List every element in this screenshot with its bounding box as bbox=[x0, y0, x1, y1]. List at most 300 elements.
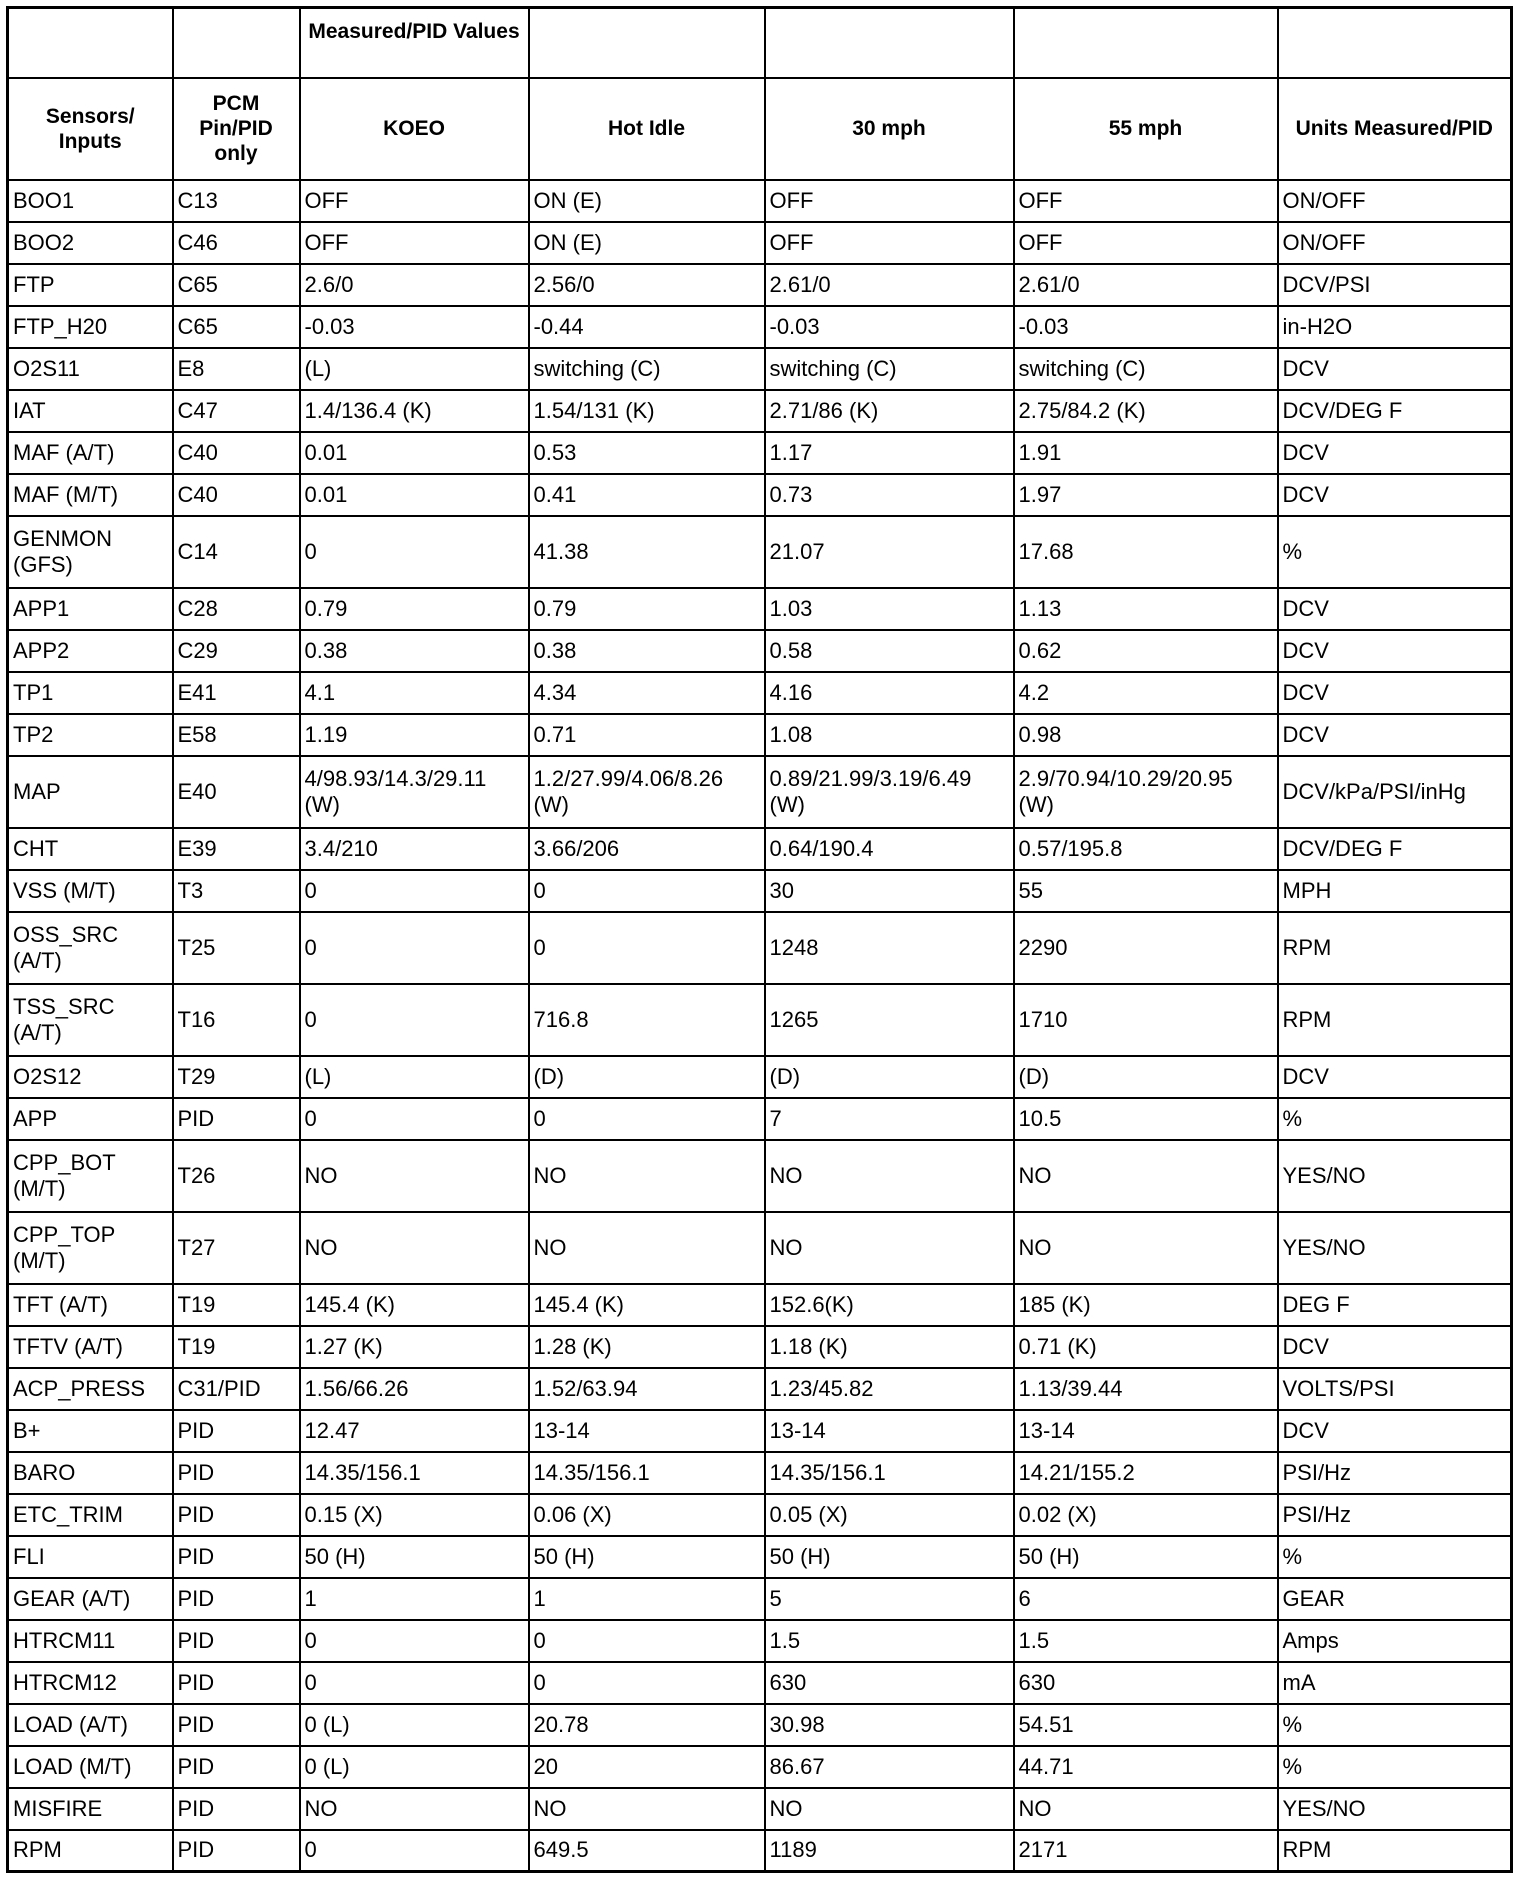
cell-units: mA bbox=[1278, 1662, 1512, 1704]
cell-koeo: 0 bbox=[300, 1620, 529, 1662]
table-row bbox=[8, 1098, 1512, 1140]
table-row bbox=[8, 1368, 1512, 1410]
cell-55-mph: 0.02 (X) bbox=[1014, 1494, 1278, 1536]
cell-hot-idle: 0.38 bbox=[529, 630, 765, 672]
table-row bbox=[8, 1494, 1512, 1536]
table-row bbox=[8, 1452, 1512, 1494]
cell-koeo: 0 bbox=[300, 516, 529, 588]
cell-55-mph: 2171 bbox=[1014, 1830, 1278, 1872]
cell-sensor: FLI bbox=[8, 1536, 173, 1578]
cell-pcm-pin: PID bbox=[173, 1662, 300, 1704]
cell-pcm-pin: C40 bbox=[173, 474, 300, 516]
table-row bbox=[8, 828, 1512, 870]
cell-sensor: FTP_H20 bbox=[8, 306, 173, 348]
cell-hot-idle: 1.2/27.99/4.06/8.26 (W) bbox=[529, 756, 765, 828]
table-row bbox=[8, 714, 1512, 756]
cell-koeo: NO bbox=[300, 1140, 529, 1212]
table-row bbox=[8, 984, 1512, 1056]
cell-30-mph: 0.05 (X) bbox=[765, 1494, 1014, 1536]
cell-30-mph: OFF bbox=[765, 222, 1014, 264]
cell-sensor: APP bbox=[8, 1098, 173, 1140]
cell-55-mph: 2290 bbox=[1014, 912, 1278, 984]
cell-units: % bbox=[1278, 1098, 1512, 1140]
table-row bbox=[8, 1056, 1512, 1098]
cell-pcm-pin: PID bbox=[173, 1494, 300, 1536]
table-row bbox=[8, 1536, 1512, 1578]
cell-units: YES/NO bbox=[1278, 1212, 1512, 1284]
cell-pcm-pin: C28 bbox=[173, 588, 300, 630]
cell-55-mph: 6 bbox=[1014, 1578, 1278, 1620]
cell-30-mph: -0.03 bbox=[765, 306, 1014, 348]
cell-hot-idle: 0.06 (X) bbox=[529, 1494, 765, 1536]
cell-units: DCV bbox=[1278, 714, 1512, 756]
cell-koeo: 0 bbox=[300, 1662, 529, 1704]
cell-55-mph: 630 bbox=[1014, 1662, 1278, 1704]
cell-pcm-pin: T19 bbox=[173, 1326, 300, 1368]
table-row bbox=[8, 1326, 1512, 1368]
cell-30-mph: 86.67 bbox=[765, 1746, 1014, 1788]
cell-hot-idle: 1 bbox=[529, 1578, 765, 1620]
cell-koeo: 0 bbox=[300, 1098, 529, 1140]
cell-pcm-pin: T25 bbox=[173, 912, 300, 984]
cell-units: DCV bbox=[1278, 432, 1512, 474]
cell-sensor: TP2 bbox=[8, 714, 173, 756]
cell-30-mph: 21.07 bbox=[765, 516, 1014, 588]
cell-55-mph: 0.71 (K) bbox=[1014, 1326, 1278, 1368]
cell-55-mph: 1.5 bbox=[1014, 1620, 1278, 1662]
cell-koeo: 0 bbox=[300, 912, 529, 984]
cell-pcm-pin: C31/PID bbox=[173, 1368, 300, 1410]
cell-55-mph: 10.5 bbox=[1014, 1098, 1278, 1140]
table-row bbox=[8, 756, 1512, 828]
cell-sensor: O2S12 bbox=[8, 1056, 173, 1098]
table-row bbox=[8, 630, 1512, 672]
cell-hot-idle: 4.34 bbox=[529, 672, 765, 714]
cell-units: DCV bbox=[1278, 630, 1512, 672]
cell-units: YES/NO bbox=[1278, 1140, 1512, 1212]
cell-pcm-pin: PID bbox=[173, 1578, 300, 1620]
cell-units: YES/NO bbox=[1278, 1788, 1512, 1830]
table-row bbox=[8, 1284, 1512, 1326]
cell-30-mph: OFF bbox=[765, 180, 1014, 222]
cell-55-mph: 2.61/0 bbox=[1014, 264, 1278, 306]
cell-hot-idle: 13-14 bbox=[529, 1410, 765, 1452]
cell-55-mph: NO bbox=[1014, 1212, 1278, 1284]
header-sensors-inputs: Sensors/ Inputs bbox=[8, 78, 173, 180]
cell-30-mph: 2.71/86 (K) bbox=[765, 390, 1014, 432]
cell-hot-idle: 2.56/0 bbox=[529, 264, 765, 306]
cell-units: % bbox=[1278, 1536, 1512, 1578]
cell-55-mph: 0.98 bbox=[1014, 714, 1278, 756]
cell-55-mph: (D) bbox=[1014, 1056, 1278, 1098]
cell-units: Amps bbox=[1278, 1620, 1512, 1662]
cell-hot-idle: 50 (H) bbox=[529, 1536, 765, 1578]
cell-55-mph: switching (C) bbox=[1014, 348, 1278, 390]
cell-units: PSI/Hz bbox=[1278, 1452, 1512, 1494]
cell-pcm-pin: PID bbox=[173, 1452, 300, 1494]
cell-30-mph: 13-14 bbox=[765, 1410, 1014, 1452]
cell-units: DCV bbox=[1278, 672, 1512, 714]
cell-koeo: 0.01 bbox=[300, 474, 529, 516]
cell-55-mph: 17.68 bbox=[1014, 516, 1278, 588]
cell-units: DCV bbox=[1278, 588, 1512, 630]
table-row bbox=[8, 912, 1512, 984]
pid-values-table bbox=[6, 6, 1513, 1873]
cell-30-mph: (D) bbox=[765, 1056, 1014, 1098]
header-pcm-pin: PCM Pin/PID only bbox=[173, 78, 300, 180]
cell-units: RPM bbox=[1278, 912, 1512, 984]
cell-55-mph: 1.13 bbox=[1014, 588, 1278, 630]
cell-30-mph: 2.61/0 bbox=[765, 264, 1014, 306]
cell-koeo: 4.1 bbox=[300, 672, 529, 714]
cell-pcm-pin: C46 bbox=[173, 222, 300, 264]
cell-30-mph: 1248 bbox=[765, 912, 1014, 984]
cell-55-mph: NO bbox=[1014, 1140, 1278, 1212]
cell-units: % bbox=[1278, 1746, 1512, 1788]
header-row-columns bbox=[8, 78, 1512, 180]
cell-pcm-pin: C47 bbox=[173, 390, 300, 432]
cell-koeo: 0.15 (X) bbox=[300, 1494, 529, 1536]
cell-30-mph: 1.23/45.82 bbox=[765, 1368, 1014, 1410]
cell-55-mph: 0.62 bbox=[1014, 630, 1278, 672]
cell-30-mph: 630 bbox=[765, 1662, 1014, 1704]
cell-units: RPM bbox=[1278, 1830, 1512, 1872]
cell-pcm-pin: PID bbox=[173, 1620, 300, 1662]
cell-pcm-pin: T27 bbox=[173, 1212, 300, 1284]
cell-units: DCV/kPa/PSI/inHg bbox=[1278, 756, 1512, 828]
cell-30-mph: 1189 bbox=[765, 1830, 1014, 1872]
cell-units: DCV bbox=[1278, 348, 1512, 390]
cell-sensor: TFTV (A/T) bbox=[8, 1326, 173, 1368]
cell-pcm-pin: PID bbox=[173, 1098, 300, 1140]
cell-koeo: 1 bbox=[300, 1578, 529, 1620]
cell-55-mph: 1710 bbox=[1014, 984, 1278, 1056]
cell-units: DCV/PSI bbox=[1278, 264, 1512, 306]
cell-pcm-pin: E41 bbox=[173, 672, 300, 714]
cell-55-mph: 13-14 bbox=[1014, 1410, 1278, 1452]
cell-koeo: OFF bbox=[300, 180, 529, 222]
cell-units: DCV bbox=[1278, 1326, 1512, 1368]
table-row bbox=[8, 390, 1512, 432]
cell-pcm-pin: T29 bbox=[173, 1056, 300, 1098]
header-hot-idle: Hot Idle bbox=[529, 78, 765, 180]
cell-koeo: 50 (H) bbox=[300, 1536, 529, 1578]
table-row bbox=[8, 1212, 1512, 1284]
cell-hot-idle: NO bbox=[529, 1212, 765, 1284]
cell-55-mph: 14.21/155.2 bbox=[1014, 1452, 1278, 1494]
cell-units: in-H2O bbox=[1278, 306, 1512, 348]
cell-hot-idle: 0 bbox=[529, 1662, 765, 1704]
cell-units: ON/OFF bbox=[1278, 180, 1512, 222]
cell-hot-idle: 716.8 bbox=[529, 984, 765, 1056]
table-row bbox=[8, 180, 1512, 222]
cell-koeo: 0 bbox=[300, 1830, 529, 1872]
cell-sensor: LOAD (M/T) bbox=[8, 1746, 173, 1788]
cell-pcm-pin: E39 bbox=[173, 828, 300, 870]
cell-hot-idle: 0 bbox=[529, 870, 765, 912]
cell-koeo: 0 bbox=[300, 984, 529, 1056]
cell-hot-idle: 145.4 (K) bbox=[529, 1284, 765, 1326]
cell-koeo: (L) bbox=[300, 348, 529, 390]
cell-hot-idle: 41.38 bbox=[529, 516, 765, 588]
header-empty-cell bbox=[1014, 8, 1278, 78]
cell-sensor: BARO bbox=[8, 1452, 173, 1494]
cell-sensor: GEAR (A/T) bbox=[8, 1578, 173, 1620]
table-row bbox=[8, 1578, 1512, 1620]
cell-hot-idle: 1.54/131 (K) bbox=[529, 390, 765, 432]
cell-units: PSI/Hz bbox=[1278, 1494, 1512, 1536]
cell-koeo: 145.4 (K) bbox=[300, 1284, 529, 1326]
cell-hot-idle: 0 bbox=[529, 1620, 765, 1662]
cell-55-mph: 4.2 bbox=[1014, 672, 1278, 714]
cell-sensor: GENMON (GFS) bbox=[8, 516, 173, 588]
cell-30-mph: 0.73 bbox=[765, 474, 1014, 516]
table-row bbox=[8, 516, 1512, 588]
cell-koeo: (L) bbox=[300, 1056, 529, 1098]
table-row bbox=[8, 264, 1512, 306]
cell-koeo: 1.19 bbox=[300, 714, 529, 756]
cell-30-mph: 30.98 bbox=[765, 1704, 1014, 1746]
table-row bbox=[8, 1788, 1512, 1830]
cell-sensor: MAF (A/T) bbox=[8, 432, 173, 474]
cell-30-mph: 50 (H) bbox=[765, 1536, 1014, 1578]
cell-hot-idle: 3.66/206 bbox=[529, 828, 765, 870]
cell-pcm-pin: PID bbox=[173, 1704, 300, 1746]
cell-units: DEG F bbox=[1278, 1284, 1512, 1326]
cell-30-mph: 1.08 bbox=[765, 714, 1014, 756]
cell-hot-idle: 0.79 bbox=[529, 588, 765, 630]
cell-55-mph: 55 bbox=[1014, 870, 1278, 912]
cell-sensor: ETC_TRIM bbox=[8, 1494, 173, 1536]
cell-koeo: 0 (L) bbox=[300, 1746, 529, 1788]
cell-30-mph: 14.35/156.1 bbox=[765, 1452, 1014, 1494]
table-row bbox=[8, 588, 1512, 630]
header-55-mph: 55 mph bbox=[1014, 78, 1278, 180]
cell-30-mph: 0.64/190.4 bbox=[765, 828, 1014, 870]
cell-sensor: B+ bbox=[8, 1410, 173, 1452]
table-row bbox=[8, 222, 1512, 264]
cell-sensor: O2S11 bbox=[8, 348, 173, 390]
cell-pcm-pin: C14 bbox=[173, 516, 300, 588]
cell-55-mph: 0.57/195.8 bbox=[1014, 828, 1278, 870]
header-empty-cell bbox=[173, 8, 300, 78]
cell-pcm-pin: C65 bbox=[173, 264, 300, 306]
cell-55-mph: 185 (K) bbox=[1014, 1284, 1278, 1326]
header-empty-cell bbox=[529, 8, 765, 78]
cell-30-mph: 30 bbox=[765, 870, 1014, 912]
cell-koeo: 1.4/136.4 (K) bbox=[300, 390, 529, 432]
cell-55-mph: 2.9/70.94/10.29/20.95 (W) bbox=[1014, 756, 1278, 828]
cell-30-mph: 1.03 bbox=[765, 588, 1014, 630]
cell-sensor: ACP_PRESS bbox=[8, 1368, 173, 1410]
cell-30-mph: 0.89/21.99/3.19/6.49 (W) bbox=[765, 756, 1014, 828]
cell-30-mph: 7 bbox=[765, 1098, 1014, 1140]
cell-koeo: 0.01 bbox=[300, 432, 529, 474]
cell-sensor: FTP bbox=[8, 264, 173, 306]
cell-55-mph: NO bbox=[1014, 1788, 1278, 1830]
cell-koeo: -0.03 bbox=[300, 306, 529, 348]
cell-sensor: HTRCM12 bbox=[8, 1662, 173, 1704]
cell-sensor: VSS (M/T) bbox=[8, 870, 173, 912]
cell-sensor: APP2 bbox=[8, 630, 173, 672]
table-row bbox=[8, 672, 1512, 714]
cell-hot-idle: switching (C) bbox=[529, 348, 765, 390]
cell-koeo: 1.27 (K) bbox=[300, 1326, 529, 1368]
cell-55-mph: 1.91 bbox=[1014, 432, 1278, 474]
cell-koeo: 4/98.93/14.3/29.11 (W) bbox=[300, 756, 529, 828]
header-measured-pid-values: Measured/PID Values bbox=[300, 8, 529, 78]
cell-pcm-pin: PID bbox=[173, 1788, 300, 1830]
cell-sensor: MAF (M/T) bbox=[8, 474, 173, 516]
table-row bbox=[8, 1830, 1512, 1872]
cell-30-mph: 5 bbox=[765, 1578, 1014, 1620]
cell-pcm-pin: E40 bbox=[173, 756, 300, 828]
cell-hot-idle: ON (E) bbox=[529, 180, 765, 222]
table-row bbox=[8, 1662, 1512, 1704]
table-row bbox=[8, 1620, 1512, 1662]
header-units: Units Measured/PID bbox=[1278, 78, 1512, 180]
cell-hot-idle: 20.78 bbox=[529, 1704, 765, 1746]
cell-sensor: TFT (A/T) bbox=[8, 1284, 173, 1326]
cell-koeo: 1.56/66.26 bbox=[300, 1368, 529, 1410]
cell-pcm-pin: T3 bbox=[173, 870, 300, 912]
cell-hot-idle: (D) bbox=[529, 1056, 765, 1098]
header-koeo: KOEO bbox=[300, 78, 529, 180]
cell-sensor: BOO2 bbox=[8, 222, 173, 264]
cell-55-mph: -0.03 bbox=[1014, 306, 1278, 348]
cell-30-mph: 1.5 bbox=[765, 1620, 1014, 1662]
cell-55-mph: 2.75/84.2 (K) bbox=[1014, 390, 1278, 432]
cell-pcm-pin: E58 bbox=[173, 714, 300, 756]
cell-units: GEAR bbox=[1278, 1578, 1512, 1620]
table-row bbox=[8, 1410, 1512, 1452]
cell-55-mph: 1.97 bbox=[1014, 474, 1278, 516]
cell-sensor: BOO1 bbox=[8, 180, 173, 222]
cell-hot-idle: NO bbox=[529, 1788, 765, 1830]
cell-sensor: IAT bbox=[8, 390, 173, 432]
cell-units: DCV bbox=[1278, 474, 1512, 516]
cell-pcm-pin: PID bbox=[173, 1536, 300, 1578]
cell-sensor: CPP_TOP (M/T) bbox=[8, 1212, 173, 1284]
cell-55-mph: 44.71 bbox=[1014, 1746, 1278, 1788]
cell-koeo: 0 (L) bbox=[300, 1704, 529, 1746]
cell-sensor: TP1 bbox=[8, 672, 173, 714]
cell-pcm-pin: T19 bbox=[173, 1284, 300, 1326]
cell-hot-idle: 0 bbox=[529, 912, 765, 984]
cell-pcm-pin: C13 bbox=[173, 180, 300, 222]
table-row bbox=[8, 870, 1512, 912]
cell-sensor: CHT bbox=[8, 828, 173, 870]
cell-hot-idle: 1.52/63.94 bbox=[529, 1368, 765, 1410]
cell-units: % bbox=[1278, 1704, 1512, 1746]
cell-sensor: TSS_SRC (A/T) bbox=[8, 984, 173, 1056]
cell-55-mph: 50 (H) bbox=[1014, 1536, 1278, 1578]
cell-koeo: NO bbox=[300, 1788, 529, 1830]
header-row-top bbox=[8, 8, 1512, 78]
cell-30-mph: switching (C) bbox=[765, 348, 1014, 390]
cell-30-mph: NO bbox=[765, 1788, 1014, 1830]
cell-55-mph: 1.13/39.44 bbox=[1014, 1368, 1278, 1410]
cell-hot-idle: 0.53 bbox=[529, 432, 765, 474]
table-row bbox=[8, 1140, 1512, 1212]
cell-55-mph: 54.51 bbox=[1014, 1704, 1278, 1746]
cell-units: DCV bbox=[1278, 1056, 1512, 1098]
cell-koeo: 0.38 bbox=[300, 630, 529, 672]
cell-30-mph: 1.17 bbox=[765, 432, 1014, 474]
cell-pcm-pin: PID bbox=[173, 1410, 300, 1452]
table-row bbox=[8, 432, 1512, 474]
cell-55-mph: OFF bbox=[1014, 180, 1278, 222]
cell-sensor: RPM bbox=[8, 1830, 173, 1872]
header-empty-cell bbox=[1278, 8, 1512, 78]
cell-pcm-pin: PID bbox=[173, 1830, 300, 1872]
cell-hot-idle: 649.5 bbox=[529, 1830, 765, 1872]
cell-hot-idle: 0 bbox=[529, 1098, 765, 1140]
cell-units: DCV bbox=[1278, 1410, 1512, 1452]
cell-units: VOLTS/PSI bbox=[1278, 1368, 1512, 1410]
cell-units: DCV/DEG F bbox=[1278, 828, 1512, 870]
cell-units: % bbox=[1278, 516, 1512, 588]
cell-30-mph: 1.18 (K) bbox=[765, 1326, 1014, 1368]
cell-hot-idle: 0.71 bbox=[529, 714, 765, 756]
cell-pcm-pin: C40 bbox=[173, 432, 300, 474]
header-empty-cell bbox=[8, 8, 173, 78]
cell-pcm-pin: T26 bbox=[173, 1140, 300, 1212]
cell-30-mph: NO bbox=[765, 1140, 1014, 1212]
cell-hot-idle: NO bbox=[529, 1140, 765, 1212]
cell-hot-idle: 14.35/156.1 bbox=[529, 1452, 765, 1494]
cell-koeo: 12.47 bbox=[300, 1410, 529, 1452]
table-row bbox=[8, 474, 1512, 516]
cell-units: MPH bbox=[1278, 870, 1512, 912]
cell-sensor: CPP_BOT (M/T) bbox=[8, 1140, 173, 1212]
cell-koeo: 3.4/210 bbox=[300, 828, 529, 870]
cell-pcm-pin: PID bbox=[173, 1746, 300, 1788]
cell-units: ON/OFF bbox=[1278, 222, 1512, 264]
cell-koeo: 0 bbox=[300, 870, 529, 912]
cell-sensor: LOAD (A/T) bbox=[8, 1704, 173, 1746]
cell-hot-idle: -0.44 bbox=[529, 306, 765, 348]
cell-sensor: MISFIRE bbox=[8, 1788, 173, 1830]
cell-30-mph: NO bbox=[765, 1212, 1014, 1284]
header-empty-cell bbox=[765, 8, 1014, 78]
cell-units: DCV/DEG F bbox=[1278, 390, 1512, 432]
cell-pcm-pin: C65 bbox=[173, 306, 300, 348]
cell-hot-idle: 20 bbox=[529, 1746, 765, 1788]
cell-pcm-pin: T16 bbox=[173, 984, 300, 1056]
cell-pcm-pin: E8 bbox=[173, 348, 300, 390]
cell-30-mph: 152.6(K) bbox=[765, 1284, 1014, 1326]
cell-koeo: 2.6/0 bbox=[300, 264, 529, 306]
cell-koeo: OFF bbox=[300, 222, 529, 264]
cell-30-mph: 0.58 bbox=[765, 630, 1014, 672]
cell-hot-idle: ON (E) bbox=[529, 222, 765, 264]
cell-sensor: APP1 bbox=[8, 588, 173, 630]
table-row bbox=[8, 1746, 1512, 1788]
cell-sensor: OSS_SRC (A/T) bbox=[8, 912, 173, 984]
cell-koeo: NO bbox=[300, 1212, 529, 1284]
header-30-mph: 30 mph bbox=[765, 78, 1014, 180]
cell-55-mph: OFF bbox=[1014, 222, 1278, 264]
cell-30-mph: 1265 bbox=[765, 984, 1014, 1056]
cell-koeo: 0.79 bbox=[300, 588, 529, 630]
cell-koeo: 14.35/156.1 bbox=[300, 1452, 529, 1494]
cell-pcm-pin: C29 bbox=[173, 630, 300, 672]
table-row bbox=[8, 348, 1512, 390]
cell-30-mph: 4.16 bbox=[765, 672, 1014, 714]
cell-hot-idle: 1.28 (K) bbox=[529, 1326, 765, 1368]
table-row bbox=[8, 1704, 1512, 1746]
